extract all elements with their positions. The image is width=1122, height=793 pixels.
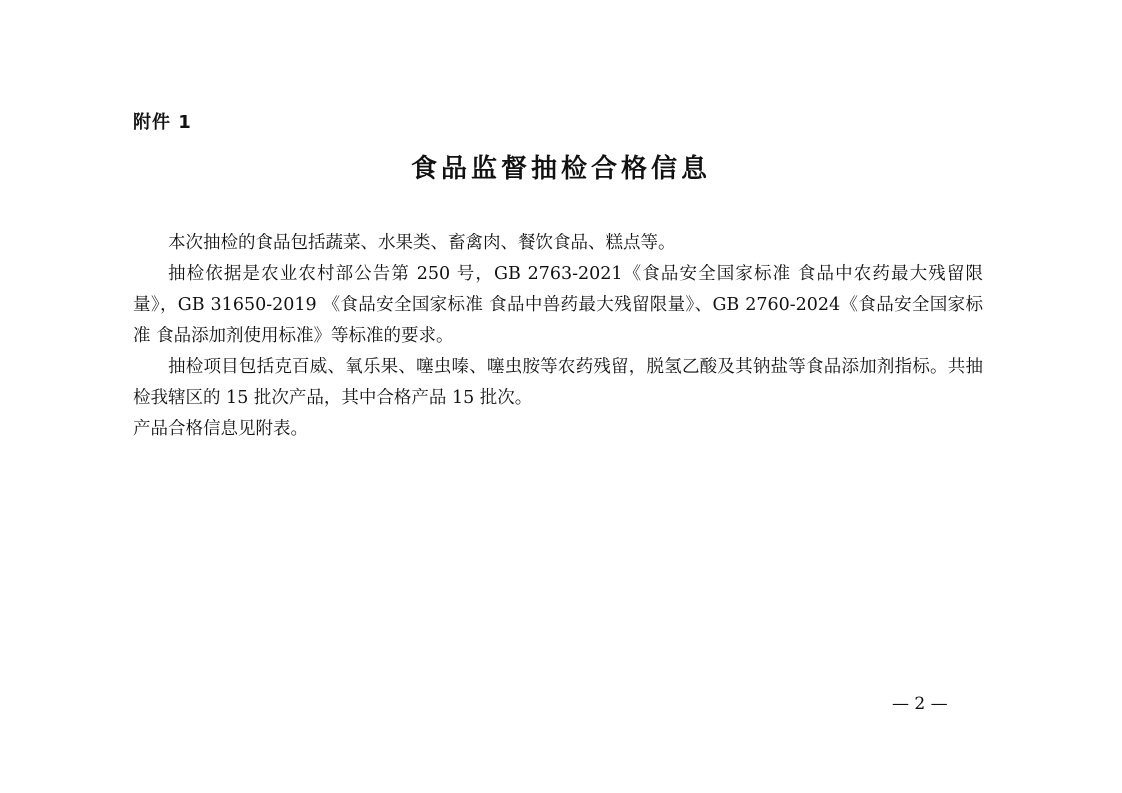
document-body: [133, 228, 983, 445]
paragraph-appendix-note: 产品合格信息见附表。: [133, 419, 308, 439]
page-title: 食品监督抽检合格信息: [410, 154, 711, 184]
paragraph-scope: 本次抽检的食品包括蔬菜、水果类、畜禽肉、餐饮食品、糕点等。: [168, 233, 676, 253]
paragraph-basis: 抽检依据是农业农村部公告第 250 号，GB 2763-2021《食品安全国家标准 食品中农药最大残留限量》，GB 31650-2019 《食品安全国家标准 食品中兽药最大残留限量》、GB 2760-2024《食品安全国家标准 食品添加剂使用标准》等标准的要求。: [133, 264, 983, 346]
attachment-label: 附件 1: [133, 112, 192, 133]
paragraph-items: 抽检项目包括克百威、氧乐果、噻虫嗪、噻虫胺等农药残留，脱氢乙酸及其钠盐等食品添加剂指标。共抽检我辖区的 15 批次产品，其中合格产品 15 批次。: [133, 357, 983, 408]
page-number: — 2 —: [892, 694, 948, 714]
